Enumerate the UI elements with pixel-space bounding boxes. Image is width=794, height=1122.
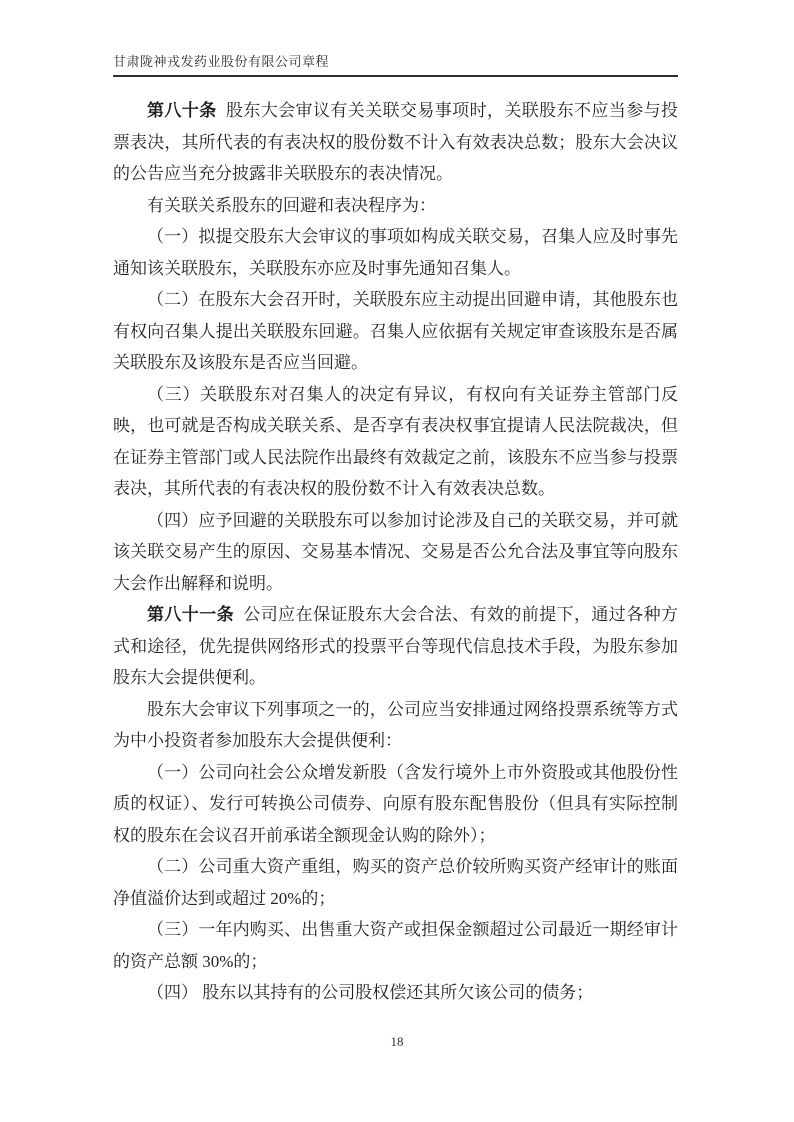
- paragraph: [113, 505, 678, 600]
- paragraph: [113, 190, 678, 222]
- header-title: 甘肃陇神戎发药业股份有限公司章程: [113, 54, 330, 69]
- page-footer: [0, 1033, 794, 1051]
- paragraph-text: （二）公司重大资产重组，购买的资产总价较所购买资产经审计的账面净值溢价达到或超过 20%的；: [113, 857, 678, 908]
- paragraph: [113, 914, 678, 977]
- paragraph: [113, 757, 678, 852]
- document-header: [113, 51, 678, 77]
- paragraph: [113, 694, 678, 757]
- paragraph: [113, 379, 678, 505]
- paragraph: [113, 599, 678, 694]
- paragraph: [113, 221, 678, 284]
- paragraph-text: （一）拟提交股东大会审议的事项如构成关联交易，召集人应及时事先通知该关联股东，关联股东亦应及时事先通知召集人。: [113, 227, 678, 278]
- article-number: 第八十一条: [147, 605, 235, 624]
- paragraph-text: 有关联关系股东的回避和表决程序为：: [147, 195, 436, 215]
- paragraph: [113, 284, 678, 379]
- paragraph-text: （一）公司向社会公众增发新股（含发行境外上市外资股或其他股份性质的权证）、发行可转换公司债券、向原有股东配售股份（但具有实际控制权的股东在会议召开前承诺全额现金认购的除外）；: [113, 762, 678, 845]
- document-body: [113, 95, 678, 1009]
- paragraph: [113, 977, 678, 1009]
- paragraph-text: （四） 股东以其持有的公司股权偿还其所欠该公司的债务；: [147, 983, 594, 1002]
- paragraph-text: （二）在股东大会召开时，关联股东应主动提出回避申请，其他股东也有权向召集人提出关联股东回避。召集人应依据有关规定审查该股东是否属关联股东及该股东是否应当回避。: [113, 290, 678, 372]
- article-number: 第八十条: [147, 101, 217, 120]
- paragraph-text: 股东大会审议下列事项之一的，公司应当安排通过网络投票系统等方式为中小投资者参加股东大会提供便利：: [113, 699, 678, 750]
- paragraph-text: （三）关联股东对召集人的决定有异议，有权向有关证券主管部门反映，也可就是否构成关联关系、是否享有表决权事宜提请人民法院裁决，但在证券主管部门或人民法院作出最终有效裁定之前，该股东不应当参与投票表决，其所代表的有表决权的股份数不计入有效表决总数。: [113, 384, 678, 498]
- paragraph-text: 公司应在保证股东大会合法、有效的前提下，通过各种方式和途径，优先提供网络形式的投票平台等现代信息技术手段，为股东参加股东大会提供便利。: [113, 605, 679, 687]
- paragraph: [113, 851, 678, 914]
- paragraph-text: （三）一年内购买、出售重大资产或担保金额超过公司最近一期经审计的资产总额 30%的；: [113, 920, 678, 971]
- paragraph-text: （四）应予回避的关联股东可以参加讨论涉及自己的关联交易，并可就该关联交易产生的原因、交易基本情况、交易是否公允合法及事宜等向股东大会作出解释和说明。: [113, 510, 678, 593]
- paragraph-text: 股东大会审议有关关联交易事项时，关联股东不应当参与投票表决，其所代表的有表决权的股份数不计入有效表决总数；股东大会决议的公告应当充分披露非关联股东的表决情况。: [113, 101, 679, 183]
- paragraph: [113, 95, 678, 190]
- page-number: 18: [390, 1034, 404, 1049]
